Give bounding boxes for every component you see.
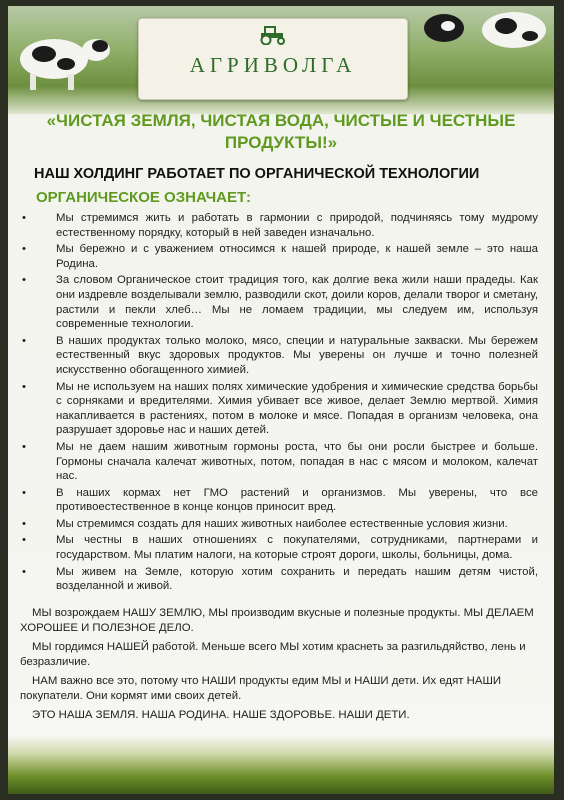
closing-paragraph: НАМ важно все это, потому что НАШИ продукты едим МЫ и НАШИ дети. Их едят НАШИ покупатели. Они кормят ими своих детей.	[20, 675, 502, 702]
list-item	[18, 380, 538, 438]
list-item-text: В наших продуктах только молоко, мясо, специи и натуральные закваски. Мы бережем естественный вкус здоровых продуктов. Мы уверены он лучше и точно полезней искусственно обогащенного химией.	[56, 334, 538, 376]
list-item	[18, 211, 538, 240]
list-item-text: За словом Органическое стоит традиция того, как долгие века жили наши прадеды. Как они издревле возделывали землю, разводили скот, доили коров, делали творог и сметану, растили и пекли хлеб… Мы не ломаем традиции, мы следуем им, используя современные технологии.	[56, 274, 538, 331]
list-item-text: В наших кормах нет ГМО растений и организмов. Мы уверены, что все противоестественное в конце концов приносит вред.	[56, 486, 538, 514]
bullet: •	[22, 440, 26, 453]
list-item-text: Мы не даем нашим животным гормоны роста, что бы они росли быстрее и больше. Гормоны сначала калечат животных, потом, попадая в нас с мясом и молоком, калечат нас.	[56, 440, 538, 483]
bullet: •	[22, 486, 26, 499]
poster	[8, 6, 554, 794]
brand-name: АГРИВОЛГА	[189, 53, 357, 77]
cow-illustration-left	[14, 24, 124, 94]
list-item	[18, 273, 538, 331]
list-item	[18, 533, 538, 562]
grass-footer-image	[8, 736, 554, 794]
list-item	[18, 242, 538, 271]
sub-heading: ОРГАНИЧЕСКОЕ ОЗНАЧАЕТ:	[36, 189, 251, 206]
list-item	[18, 440, 538, 484]
closing-paragraph: ЭТО НАША ЗЕМЛЯ. НАША РОДИНА. НАШЕ ЗДОРОВЬЕ. НАШИ ДЕТИ.	[32, 709, 410, 721]
list-item-text: Мы честны в наших отношениях с покупателями, сотрудниками, партнерами и государством. Мы платим налоги, на которые строят дороги, школы, больницы, дома.	[56, 534, 538, 562]
bullet: •	[22, 565, 26, 578]
cow-illustration-right	[418, 6, 554, 66]
bullet: •	[22, 517, 26, 530]
pasture-header-image	[8, 6, 554, 114]
main-heading: НАШ ХОЛДИНГ РАБОТАЕТ ПО ОРГАНИЧЕСКОЙ ТЕХНОЛОГИИ	[34, 166, 480, 182]
tractor-icon	[257, 23, 289, 45]
closing-paragraph: МЫ гордимся НАШЕЙ работой. Меньше всего МЫ хотим краснеть за разгильдяйство, лень и безразличие.	[20, 641, 526, 668]
list-item	[18, 334, 538, 378]
list-item-text: Мы живем на Земле, которую хотим сохранить и передать нашим детям чистой, возделанной и живой.	[56, 565, 538, 593]
list-item-text: Мы не используем на наших полях химические удобрения и химические средства борьбы с сорняками и вредителями. Химия убивает все живое, делает Землю мертвой. Химия накапливается в растениях, потом в молоке и мясе. Попадая в организм человека, она разрушает здоровье нас и наших детей.	[56, 380, 538, 437]
bullet: •	[22, 274, 26, 287]
bullet: •	[22, 243, 26, 256]
list-item-text: Мы стремимся создать для наших животных наиболее естественные условия жизни.	[56, 517, 508, 530]
closing-statement	[20, 606, 540, 727]
bullet: •	[22, 380, 26, 393]
principles-list	[18, 211, 538, 596]
list-item-text: Мы стремимся жить и работать в гармонии с природой, подчиняясь тому мудрому естественному порядку, который в ней заведен изначально.	[56, 212, 538, 239]
list-item	[18, 565, 538, 594]
bullet: •	[22, 334, 26, 347]
list-item	[18, 486, 538, 515]
brand-logo	[138, 18, 408, 100]
list-item	[18, 517, 538, 532]
closing-paragraph: МЫ возрождаем НАШУ ЗЕМЛЮ, МЫ производим вкусные и полезные продукты. МЫ ДЕЛАЕМ ХОРОШЕЕ И ПОЛЕЗНОЕ ДЕЛО.	[20, 607, 534, 634]
slogan: «ЧИСТАЯ ЗЕМЛЯ, ЧИСТАЯ ВОДА, ЧИСТЫЕ И ЧЕСТНЫЕ ПРОДУКТЫ!»	[46, 111, 516, 152]
bullet: •	[22, 534, 26, 547]
list-item-text: Мы бережно и с уважением относимся к нашей природе, к нашей земле – это наша Родина.	[56, 243, 538, 270]
bullet: •	[22, 212, 26, 224]
